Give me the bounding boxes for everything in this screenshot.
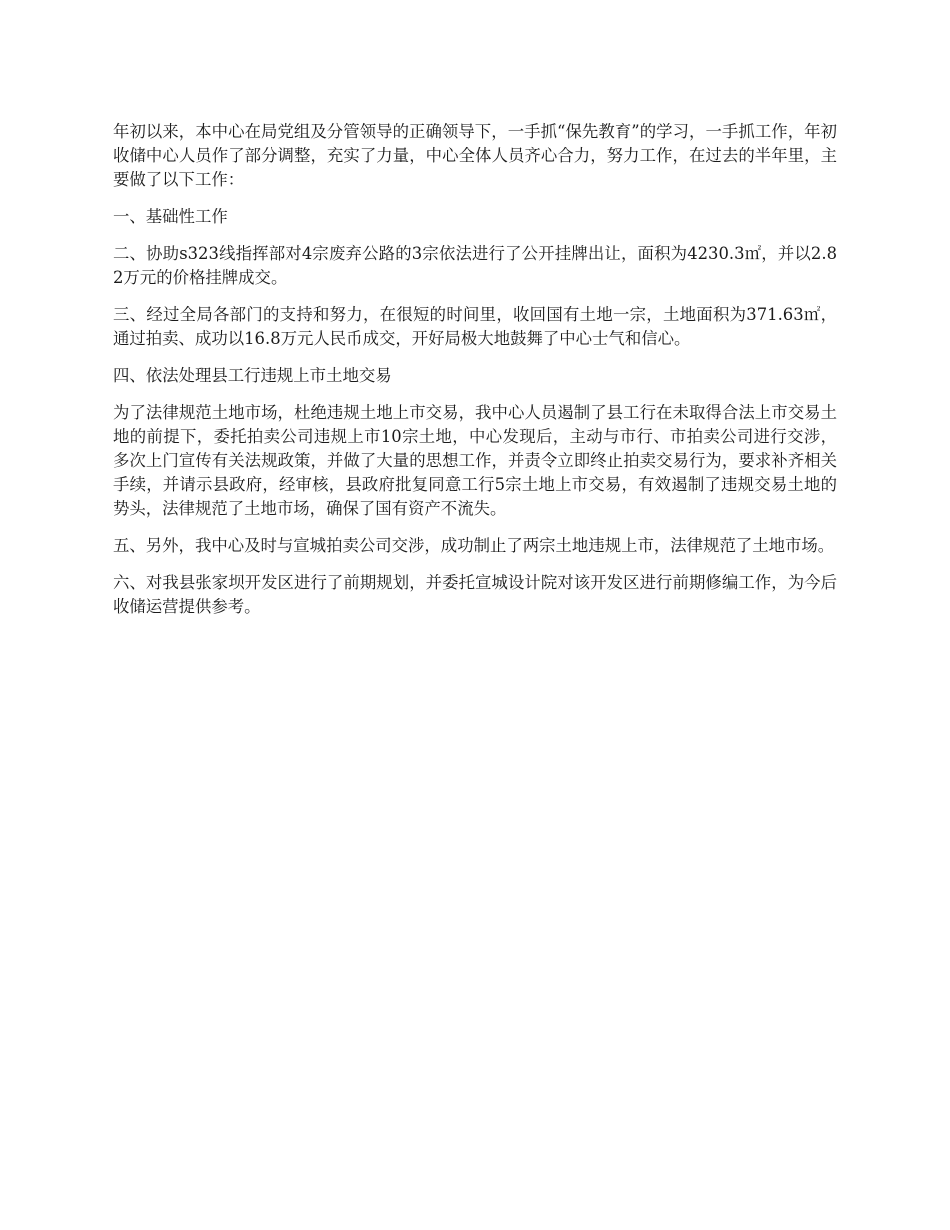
section-heading-1: 一、基础性工作 xyxy=(113,207,228,226)
paragraph-item-3: 三、经过全局各部门的支持和努力，在很短的时间里，收回国有土地一宗，土地面积为371.63㎡，通过拍卖、成功以16.8万元人民币成交，开好局极大地鼓舞了中心士气和信心。 xyxy=(113,305,837,348)
paragraph-item-2: 二、协助s323线指挥部对4宗废弃公路的3宗依法进行了公开挂牌出让，面积为4230.3㎡，并以2.82万元的价格挂牌成交。 xyxy=(113,244,837,287)
paragraph-section-4-body: 为了法律规范土地市场，杜绝违规土地上市交易，我中心人员遏制了县工行在未取得合法上市交易土地的前提下，委托拍卖公司违规上市10宗土地，中心发现后，主动与市行、市拍卖公司进行交涉，多次上门宣传有关法规政策，并做了大量的思想工作，并责令立即终止拍卖交易行为，要求补齐相关手续，并请示县政府，经审核，县政府批复同意工行5宗土地上市交易，有效遏制了违规交易土地的势头，法律规范了土地市场，确保了国有资产不流失。 xyxy=(113,403,837,518)
section-heading-4: 四、依法处理县工行违规上市土地交易 xyxy=(113,366,392,385)
document-body xyxy=(113,120,837,632)
paragraph-item-5: 五、另外，我中心及时与宣城拍卖公司交涉，成功制止了两宗土地违规上市，法律规范了土地市场。 xyxy=(113,536,835,555)
paragraph-item-6: 六、对我县张家坝开发区进行了前期规划，并委托宣城设计院对该开发区进行前期修编工作，为今后收储运营提供参考。 xyxy=(113,573,837,616)
paragraph-intro: 年初以来，本中心在局党组及分管领导的正确领导下，一手抓“保先教育”的学习，一手抓工作，年初收储中心人员作了部分调整，充实了力量，中心全体人员齐心合力，努力工作，在过去的半年里，主要做了以下工作： xyxy=(113,122,837,189)
